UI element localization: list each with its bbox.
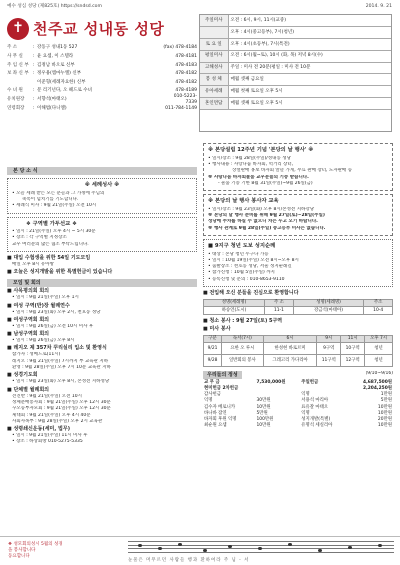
mass-schedule <box>199 14 392 132</box>
schedule-row: 혼인면담 매월 셋째 토요일 오후 5시 <box>200 98 391 110</box>
section-bar-meetings: 모임 및 회의 <box>7 279 197 287</box>
info-row: 보 좌 신 부 : 정우용(엠마누엘) 신부 478-4182 <box>7 71 197 77</box>
music-note-icon <box>288 543 292 546</box>
header <box>7 14 197 164</box>
schedule-row: 봉 성 체 매월 셋째 금요일 <box>200 74 391 86</box>
hymn-lyric: 눈물은 머무르던 사람들 행과 환하여라 주 님 - 서 <box>128 558 250 563</box>
music-note-icon <box>158 547 162 550</box>
newcomers-table: 성명(세례명) 주 소 성명(세례명) 주소 하승언(도시) 11-1 강금석(마태아) 10-4 <box>203 299 393 315</box>
cross-icon: ✝ <box>7 18 29 40</box>
music-staff <box>128 541 394 557</box>
volunteer-training-title: ※ 본당의 날 행사 봉사자 교육 <box>208 198 279 205</box>
mass-service-title: ■ 미사 봉사 <box>203 325 231 332</box>
schedule-row: 오후 : 4시(중고등부), 7시(청년) <box>200 27 391 39</box>
logo <box>7 14 197 44</box>
street-mission-box: ❖ 구역별 가두선교 ❖ • 일시 : 21일(주일) 오후 4시 ~ 5시 30분 • 장소 : 각 구역별 지정장소 교우 여러분의 많은 협조 부탁드립니다. <box>7 217 197 253</box>
meeting-title: ■ 레지오 제 357차 꾸리실리 입소 및 환영식 <box>7 345 107 352</box>
newcomers-title: ■ 전입해 오신 분들을 진심으로 환영합니다 <box>203 289 299 296</box>
offering-title: 우리들의 정성 <box>203 371 242 379</box>
issue-date: 2014. 9. 21 <box>365 4 392 9</box>
meeting-title: ■ 단체별 월례회의 <box>7 386 50 393</box>
schedule-row: 평일미사 오전 : 6시(월~토), 10시 (화, 목) 저녁 8시(수) <box>200 50 391 62</box>
anniversary-box: ※ 본당설립 12주년 기념 '본당의 날 행사' ※ • 일시/장소 : 9월 28일(주일)/성내동 성당 • 행사내용 : 사랑나눔 바자회, 먹거리 장터, 상설판매 홍보 바자회 알뜰 가게, 무료 판매 장터, 도자판매 등 ※ 사랑나눔 바자회물품 교우분들의 기증 받습니다. - 물품 기증 기한 8월 31일(주일)~9월 26일(금) <box>203 143 393 191</box>
music-note-icon <box>138 544 142 547</box>
parish-url: 예수 성심 성당 (제825호) https://sndsd.com <box>7 4 102 9</box>
music-note-icon <box>203 549 207 552</box>
info-row: 주 임 신 부 : 김정남 바오로 신부 478-4183 <box>7 62 197 68</box>
offering-header <box>203 371 393 379</box>
notice: ■ 대입 수험생을 위한 54일 기도모임 <box>7 255 91 261</box>
section-bar-news: 본 당 소 식 <box>7 167 197 175</box>
pilgrimage-box: ■ 9지구 청년 도보 성지순례 • 대상 : 본당 청년 누구나 가능 • 일시 : 10월 19일(주일) 오전 8시~오후 8시 • 출발장소 : 천호동 성당, 서울 성지순례길 • 참가신청 : 10월 5일(주일) 까지 • 등록신청 및 문의 : 010-8653-9110 <box>203 239 393 287</box>
notice: ■ 오늘은 성지개발을 위한 특별헌금이 있습니다 <box>7 269 113 276</box>
right-column <box>203 140 393 429</box>
baptism-box: ※ 세례성사 ※ • 오늘 세례 받는 모든 분들과 그 가정에 주님의 축복이 넘치기를 기도합니다. • 세례식 미사 : 9월 21일(주일) 오전 10시 <box>7 178 197 214</box>
music-note-icon <box>258 547 262 550</box>
info-row: 수 녀 원 : 문 리기넌다, 오 헤드로 수녀 478-4189 <box>7 88 197 94</box>
footer <box>0 536 400 565</box>
page-title: 천주교 성내동 성당 <box>33 19 165 38</box>
schedule-row: 토 요 일 오후 : 4시(초등부), 7시(특전) <box>200 39 391 51</box>
music-note-icon <box>378 544 382 547</box>
meeting-title: ■ 남성구역회 회의 <box>7 331 50 338</box>
offering-table: 교 무 금 7,530,000원 주일헌금 4,687,500원 현미헌금 2차헌금 2,204,250원 감사헌금 익명 1만원 익명 30만원 서용석 마리아 5만원 김수자 베로니카 10만원 표유찰 마태오 10만원 바나바 잠연 5만원 익명 10만원 바자회 후원 익명 100만원 성지개발(특별) 20만원 최순원 요셉 10만원 유명석 세실리아 10만원 <box>204 379 392 429</box>
info-row: 주 소 : 강동구 성내1동 527 (fax) 478-4184 <box>7 45 197 51</box>
music-note-icon <box>178 543 182 546</box>
cleaning-service: ■ 청소 봉사 : 9월 27일(토) 5구역 <box>203 317 283 324</box>
meeting-list: ■ 사목평의회 회의 • 일시 : 9월 21일(주일) 오후 1시 ■ 여성 구역(반)장 월례연수 • 일시 : 9월 23일(화) 오후 2시, 천호동 성당 ■ 여성구역회 회의 • 일시 : 9월 26일(금) 오전 10시 미사 후 ■ 남성구역회 회의 • 일시 : 9월 26일(금) 오후 8시 ■ 레지오 제 357차 꾸리실리 입소 및 환영식 참가자 : 성베드로(11시) 레지오 : 9월 21일(주일) 7시까지 부 교육관 지하 환영 : 9월 28일(주일) 오후 7시 10분 교육관 지하 ■ 성경기도회 • 일시 : 9월 23일(화) 오후 8시, 본성전 지하성당 ■ 단체별 월례회의 견진반 : 9월 21일(주일) 오전 10시 성체분배봉사회 : 9월 21일(주일) 오후 12시 30분 꾸오등부자모회 : 9월 21일(주일) 오후 12시 30분 제대회 : 9월 21일(주일) 오후 4시 40분 사회사목부 : 9월 28일(주일) 오후 2시 교육관 ■ 성령쇄신운동(세미, 법무) • 일시 : 9월 21일(주일) 11시 미사 후 • 장소 : 하상회방 010-5275-5335 <box>7 288 197 445</box>
anniversary-title: ※ 본당설립 12주년 기념 '본당의 날 행사' ※ <box>208 147 314 153</box>
baptism-title: ※ 세례성사 ※ <box>84 182 120 188</box>
info-row: 이준형(세례자요한) 신부 478-4182 <box>37 79 197 85</box>
meeting-title: ■ 여성 구역(반)장 월례연수 <box>7 302 70 309</box>
info-row: 유치원장 : 서향석(마태오) 010-5223-7339 <box>7 94 197 105</box>
meeting-title: ■ 성경기도회 <box>7 372 38 379</box>
notice-detail: 매일 오후 8시 유아방 <box>12 262 54 267</box>
meeting-title: ■ 성령쇄신운동(세미, 법무) <box>7 426 70 433</box>
top-strip <box>7 4 392 12</box>
pilgrimage-title: ■ 9지구 청년 도보 성지순례 <box>208 242 276 249</box>
contact-info <box>7 44 197 113</box>
music-note-icon <box>228 545 232 548</box>
street-mission-title: ❖ 구역별 가두선교 ❖ <box>26 220 77 227</box>
schedule-row: 주일미사 오전 : 6시, 9시, 11시(교중) <box>200 15 391 27</box>
footer-label: ❖ 성모회의성시 5월의 성경 을 봉사합니다 동요합니다 <box>8 542 63 559</box>
mass-service-table: 구분 독서(7시) 6시 9시 11시 오후 7시 9/21 요한 오 루시 한성현 바로르미 9구역 10구역 청년 9/28 일반회의 봉사 그레고리 가다리아 11구역 12구역 청년 <box>203 335 393 368</box>
meeting-title: ■ 사목평의회 회의 <box>7 288 50 295</box>
info-row: 사 무 실 : 윤 요셉, 이 스텔라 478-4181 <box>7 54 197 60</box>
volunteer-training-box: ※ 본당의 날 행사 봉사자 교육 • 일시/장소 : 9월 23일(화) 오후 8시/본성전 지하강당 ※ 본당의 날 행사 준비를 위해 9월 27일(토)~28일(주일) 성당에 주차를 하실 수 없으니 차는 두고 오기 바랍니다. ※ 행사 관계로 9월 28일(주일) 중고등부 미사는 없습니다. <box>203 194 393 236</box>
music-note-icon <box>318 549 322 552</box>
schedule-row: 고해성사 주일 : 미사 전 20분(평일 : 미사 전 10분 <box>200 62 391 74</box>
left-column <box>7 167 197 446</box>
meeting-title: ■ 여성구역회 회의 <box>7 316 50 323</box>
offering-period: (9/10~9/16) <box>365 371 393 377</box>
schedule-row: 유아세례 매월 첫째 토요일 오후 5시 <box>200 86 391 98</box>
music-note-icon <box>348 546 352 549</box>
info-row: 연령회장 : 이해범(다니엘) 011-784-1149 <box>7 105 197 111</box>
